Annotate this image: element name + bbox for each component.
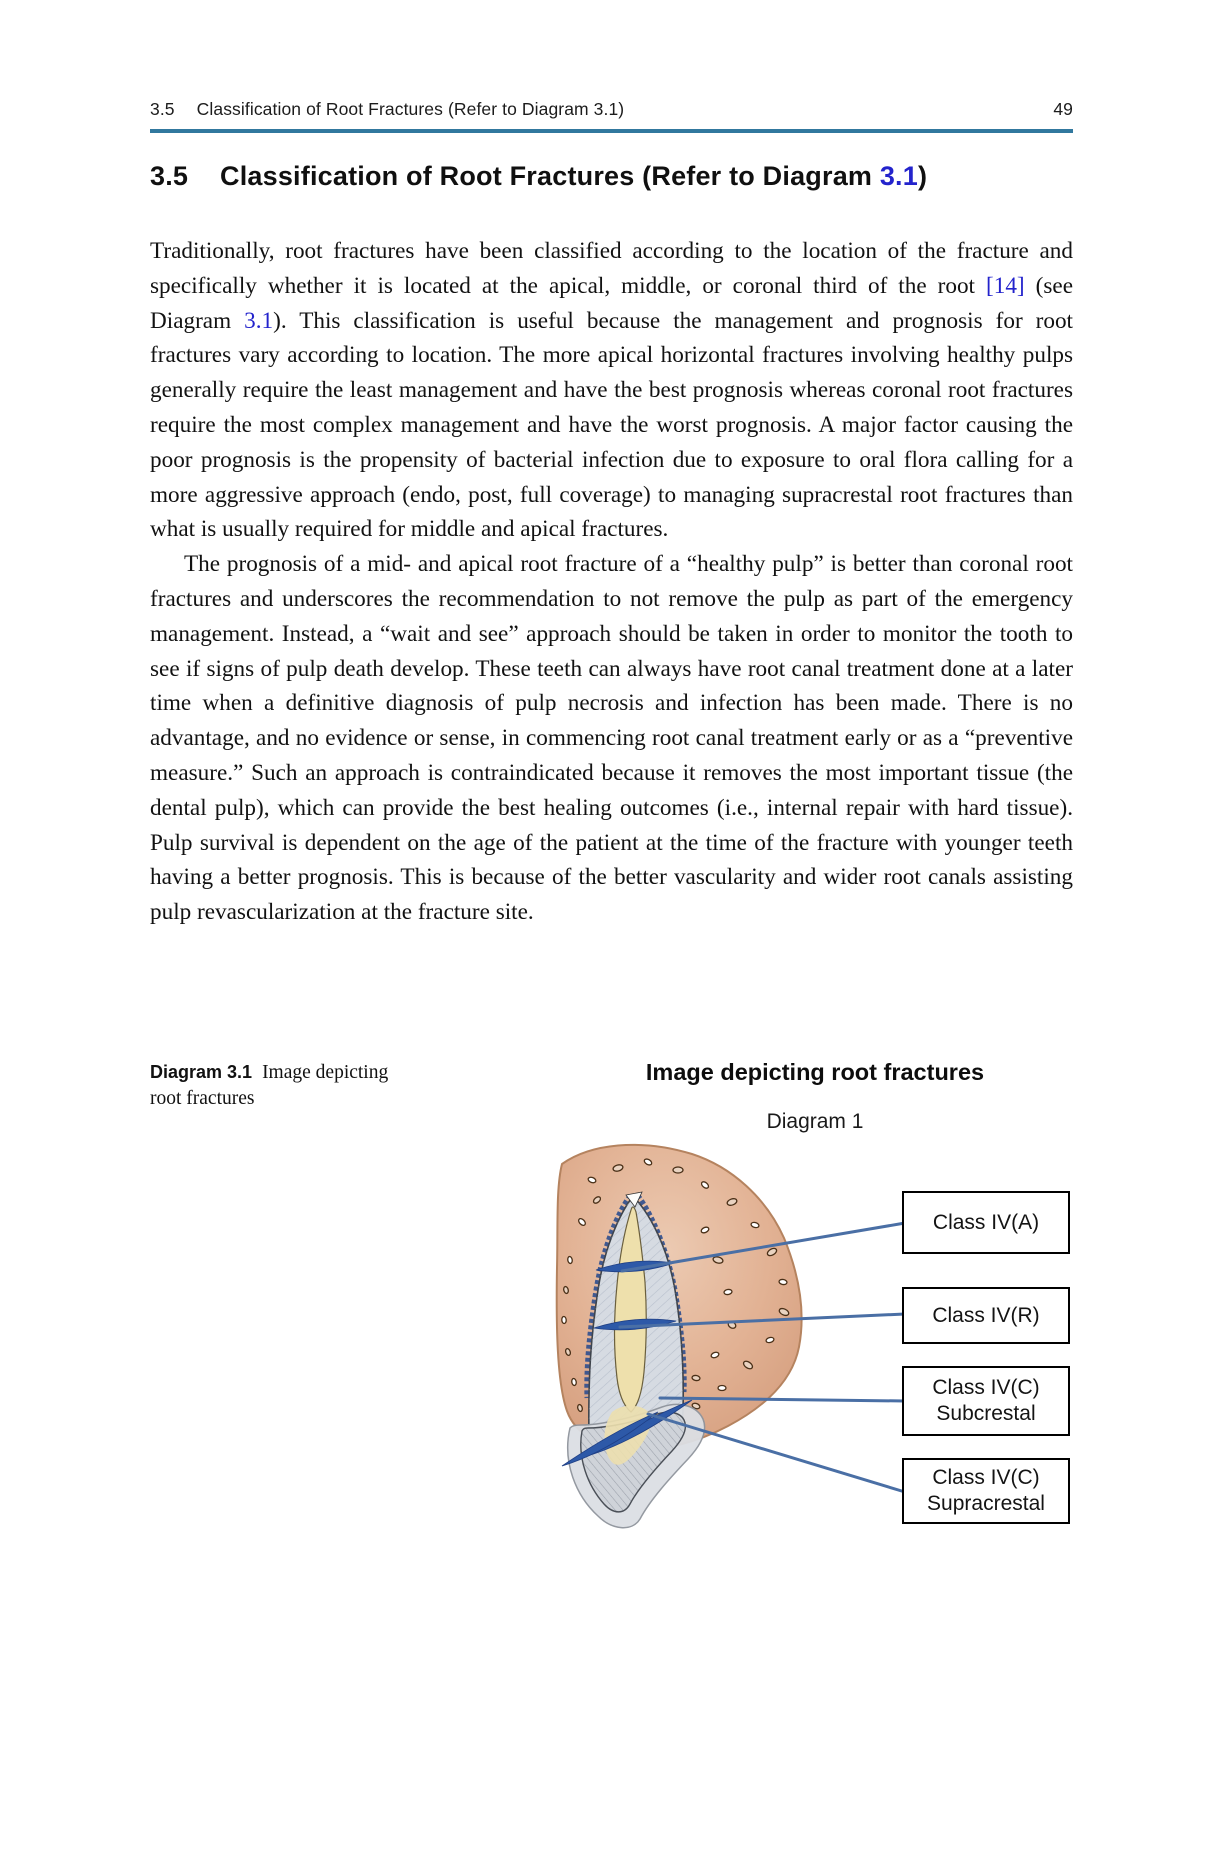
paragraph-2: The prognosis of a mid- and apical root fracture of a “healthy pulp” is better than coronal root fractures and underscores the recommendation to not remove the pulp as part of the emergency management. Instead, a “wait and see” approach should be taken in order to monitor the tooth to see if signs of pulp death develop. These teeth can always have root canal treatment done at a later time when a definitive diagnosis of pulp necrosis and infection has been made. There is no advantage, and no evidence or sense, in commencing root canal treatment early or as a “preventive measure.” Such an approach is contraindicated because it removes the most important tissue (the dental pulp), which can provide the best healing outcomes (i.e., internal repair with hard tissue). Pulp survival is dependent on the age of the patient at the time of the fracture with younger teeth having a better prognosis. This is because of the better vascularity and wider root canals assisting pulp revascularization at the fracture site. <box>150 551 1073 926</box>
p1-text-c: ). This classification is useful because the management and prognosis for root fractures vary according to location. The more apical horizontal fractures involving healthy pulps generally require the least management and have the best prognosis whereas coronal root fractures require the most complex management and have the worst prognosis. A major factor causing the poor prognosis is the propensity of bacterial infection due to exposure to oral flora calling for a more aggressive approach (endo, post, full coverage) to managing supracrestal root fractures than what is usually required for middle and apical fractures. <box>150 307 1074 543</box>
section-title-close: ) <box>917 161 928 191</box>
body-text <box>150 234 1073 930</box>
label-line: Class IV(C) <box>932 1376 1040 1399</box>
p1-text-a: Traditionally, root fractures have been classified according to the location of the fracture and specifically whether it is located at the apical, middle, or coronal third of the root <box>150 238 1073 299</box>
label-line: Class IV(A) <box>932 1210 1040 1234</box>
label-line: Subcrestal <box>936 1402 1036 1425</box>
page-number: 49 <box>1053 99 1073 119</box>
running-head-title: Classification of Root Fractures (Refer to Diagram 3.1) <box>196 99 625 119</box>
p1-text-b: (see Diagram <box>150 272 1073 334</box>
running-head <box>150 99 1073 120</box>
header-rule <box>150 129 1073 133</box>
figure-caption-text: Image depicting root fractures <box>150 1062 389 1109</box>
section-heading <box>150 161 1073 192</box>
figure-caption-label: Diagram 3.1 <box>150 1062 253 1082</box>
label-box-class-iv-a <box>902 1191 1070 1254</box>
paragraph-1 <box>150 234 1073 547</box>
label-box-class-iv-r <box>902 1287 1070 1344</box>
figure-caption <box>150 1059 408 1112</box>
figure-subtitle: Diagram 1 <box>766 1110 864 1133</box>
citation-link-14[interactable]: [14] <box>986 272 1025 299</box>
running-head-left <box>150 99 624 120</box>
section-title-text: Classification of Root Fractures (Refer to Diagram <box>220 161 880 191</box>
label-line: Class IV(C) <box>932 1466 1040 1489</box>
label-line: Class IV(R) <box>932 1303 1040 1327</box>
diagram-link-inline[interactable]: 3.1 <box>244 307 274 334</box>
label-line: Supracrestal <box>927 1492 1045 1515</box>
running-head-section-number: 3.5 <box>150 99 175 119</box>
section-number: 3.5 <box>150 161 189 191</box>
figure-title: Image depicting root fractures <box>645 1059 985 1085</box>
diagram-link[interactable]: 3.1 <box>879 161 918 191</box>
label-box-class-iv-c-subcrestal <box>902 1366 1070 1436</box>
label-box-class-iv-c-supracrestal <box>902 1458 1070 1524</box>
